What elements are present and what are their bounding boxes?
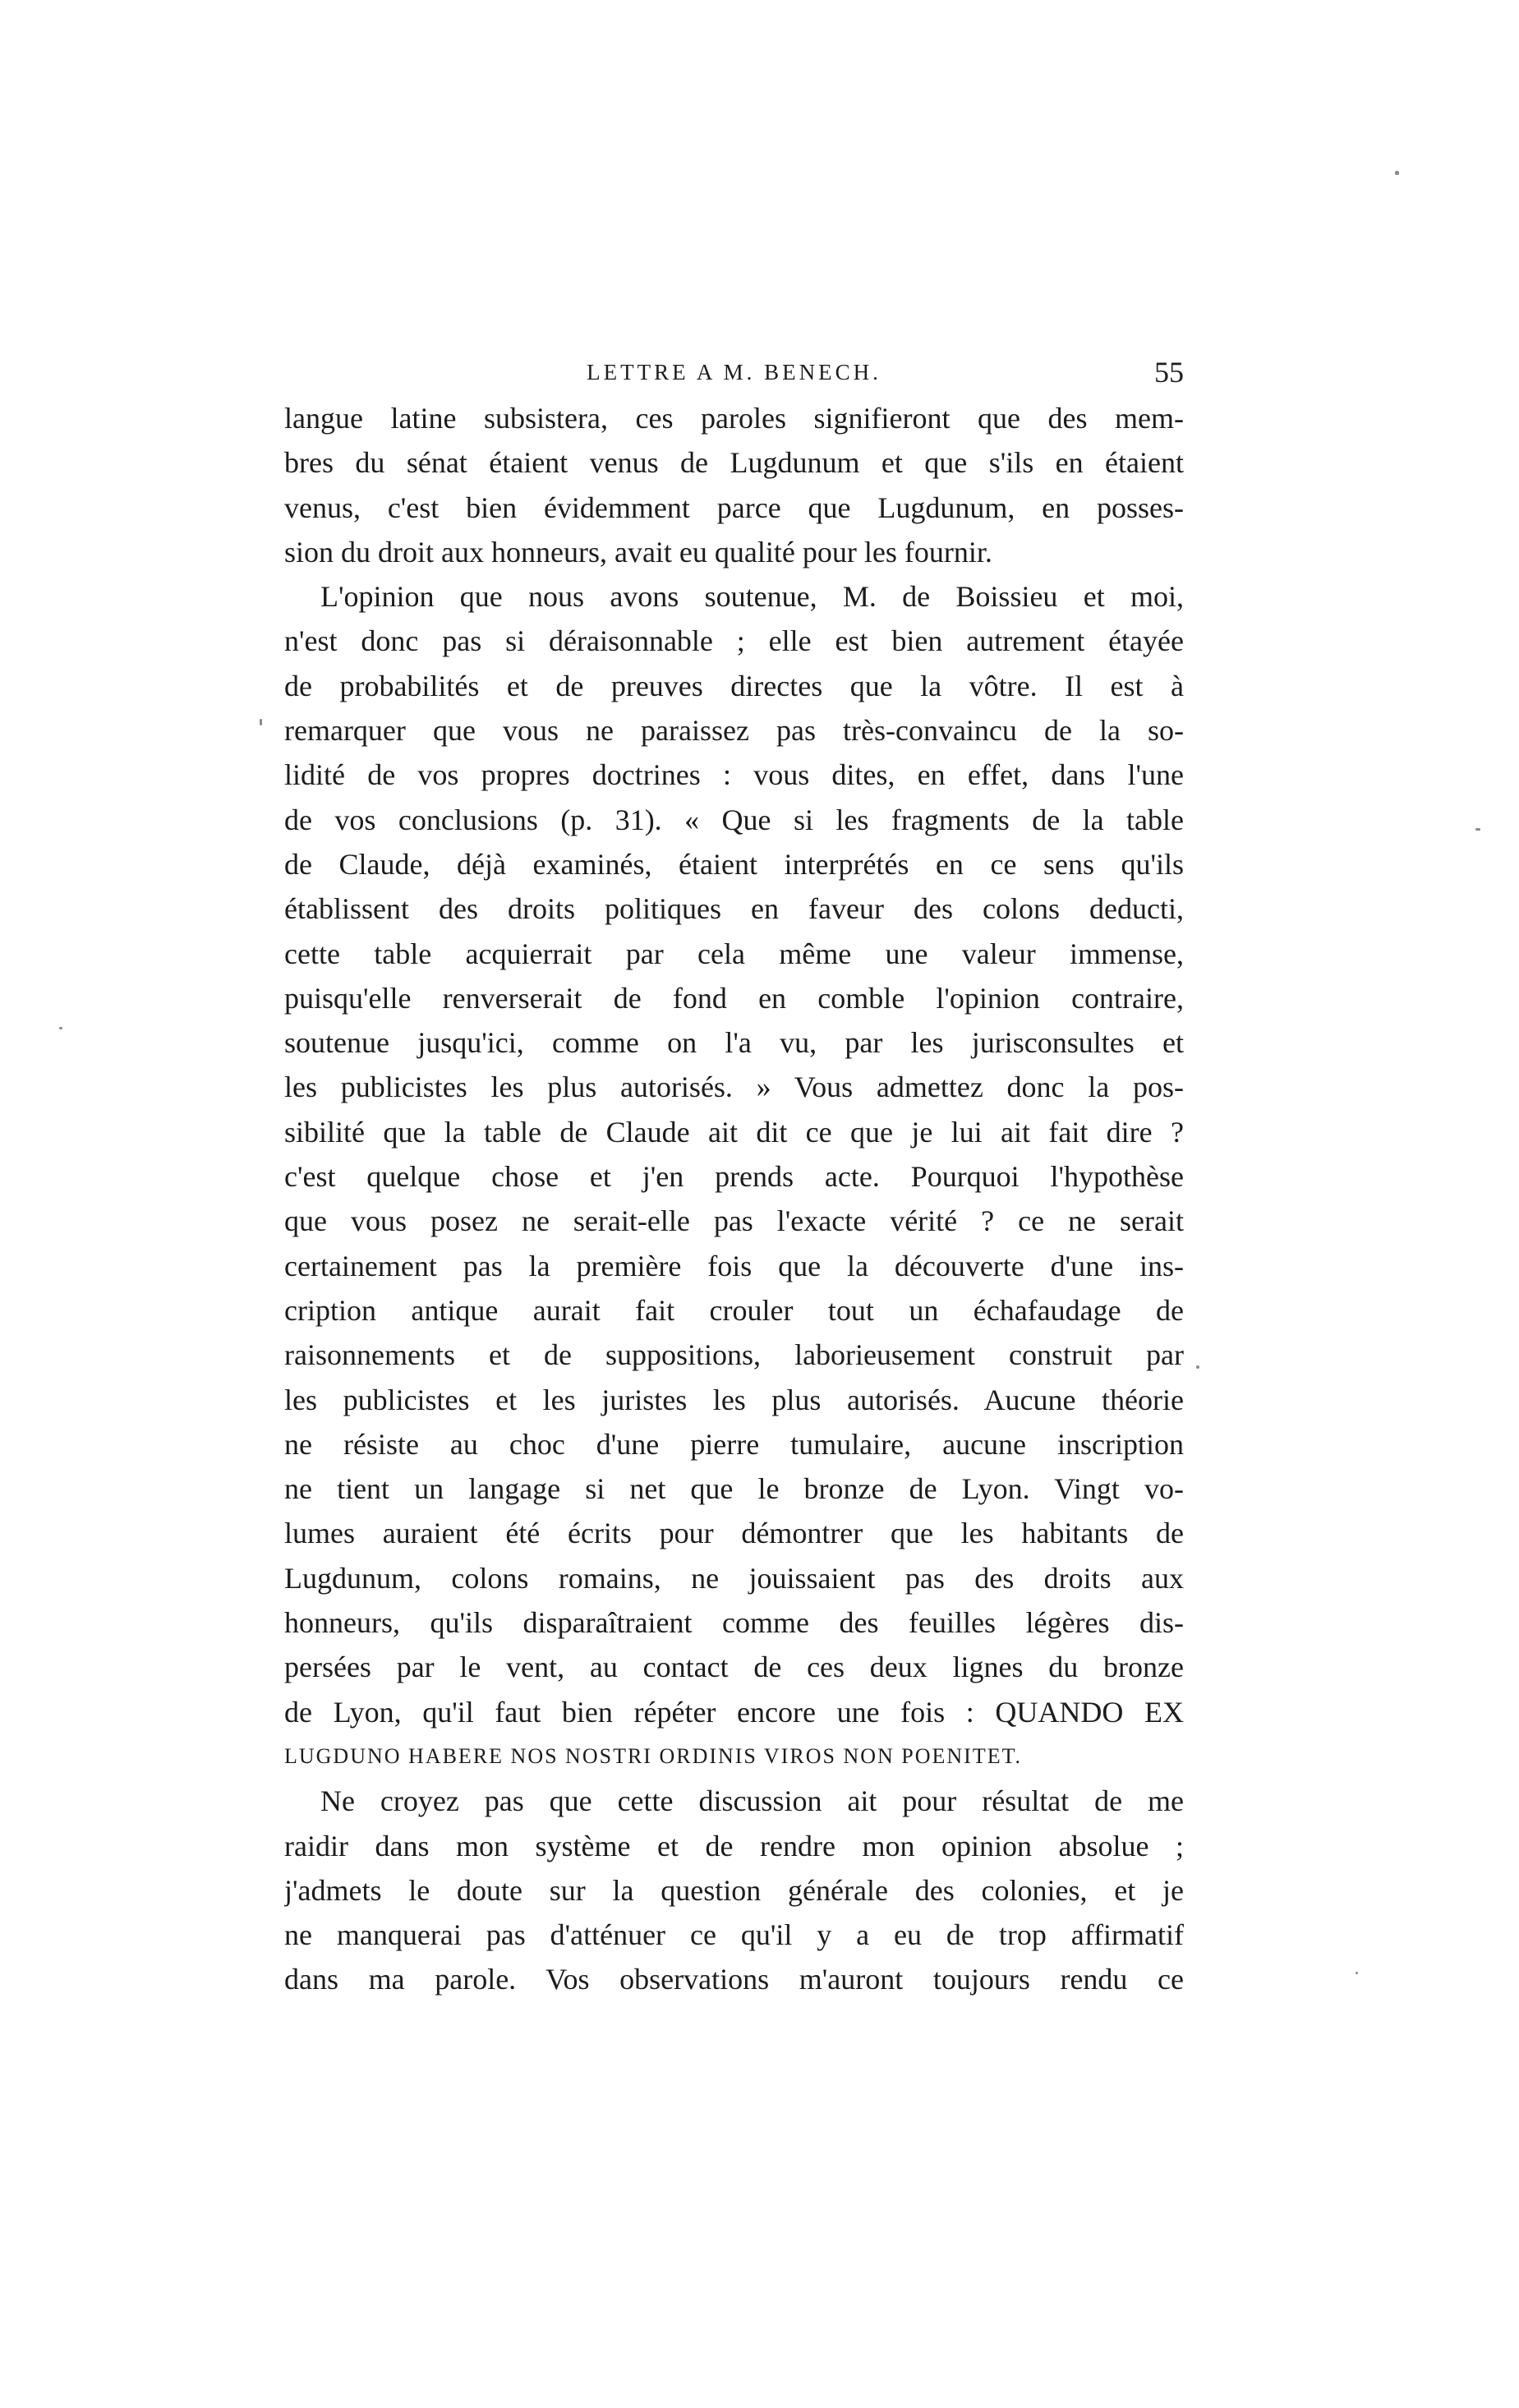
text-line: raidir dans mon système et de rendre mon opinion absolue ; xyxy=(284,1829,1184,1862)
text-line: c'est quelque chose et j'en prends acte. Pourquoi l'hypothèse xyxy=(284,1160,1184,1194)
page-header xyxy=(284,352,1184,393)
text-line: venus, c'est bien évidemment parce que Lugdunum, en posses- xyxy=(284,490,1184,524)
scan-speck xyxy=(1475,828,1480,831)
text-line: de probabilités et de preuves directes que la vôtre. Il est à xyxy=(284,669,1184,702)
text-line: certainement pas la première fois que la découverte d'une ins- xyxy=(284,1249,1184,1282)
text-line: puisqu'elle renverserait de fond en comble l'opinion contraire, xyxy=(284,981,1184,1015)
text-line: lumes auraient été écrits pour démontrer que les habitants de xyxy=(284,1517,1184,1550)
text-line: sion du droit aux honneurs, avait eu qualité pour les fournir. xyxy=(284,535,992,569)
text-line: cription antique aurait fait crouler tout un échafaudage de xyxy=(284,1293,1184,1327)
text-line: remarquer que vous ne paraissez pas très-convaincu de la so- xyxy=(284,714,1184,748)
text-line: sibilité que la table de Claude ait dit ce que je lui ait fait dire ? xyxy=(284,1115,1184,1149)
text-line: les publicistes les plus autorisés. » Vous admettez donc la pos- xyxy=(284,1070,1184,1104)
text-line: soutenue jusqu'ici, comme on l'a vu, par les jurisconsultes et xyxy=(284,1026,1184,1060)
text-line: langue latine subsistera, ces paroles signifieront que des mem- xyxy=(284,402,1184,435)
scan-speck xyxy=(1356,1972,1358,1974)
text-line: L'opinion que nous avons soutenue, M. de Boissieu et moi, xyxy=(320,580,1184,614)
text-line: honneurs, qu'ils disparaîtraient comme des feuilles légères dis- xyxy=(284,1606,1184,1640)
page-number: 55 xyxy=(1154,356,1184,389)
text-line: persées par le vent, au contact de ces deux lignes du bronze xyxy=(284,1651,1184,1684)
text-line: cette table acquierrait par cela même une valeur immense, xyxy=(284,937,1184,970)
text-line: LUGDUNO HABERE NOS NOSTRI ORDINIS VIROS NON POENITET. xyxy=(284,1743,1023,1768)
text-line: ne manquerai pas d'atténuer ce qu'il y a eu de trop affirmatif xyxy=(284,1918,1184,1952)
text-line: que vous posez ne serait-elle pas l'exacte vérité ? ce ne serait xyxy=(284,1204,1184,1238)
running-title: LETTRE A M. BENECH. xyxy=(587,360,881,384)
text-line: n'est donc pas si déraisonnable ; elle est bien autrement étayée xyxy=(284,624,1184,658)
text-line: de Lyon, qu'il faut bien répéter encore une fois : QUANDO EX xyxy=(284,1695,1184,1729)
text-line: lidité de vos propres doctrines : vous dites, en effet, dans l'une xyxy=(284,758,1184,792)
text-line: de Claude, déjà examinés, étaient interprétés en ce sens qu'ils xyxy=(284,847,1184,881)
scan-speck xyxy=(59,1027,62,1029)
text-line: j'admets le doute sur la question générale des colonies, et je xyxy=(284,1873,1184,1907)
text-line: les publicistes et les juristes les plus autorisés. Aucune théorie xyxy=(284,1383,1184,1416)
text-line: Ne croyez pas que cette discussion ait pour résultat de me xyxy=(320,1784,1184,1818)
text-line: raisonnements et de suppositions, laborieusement construit par xyxy=(284,1338,1184,1372)
scan-speck xyxy=(1395,171,1399,175)
text-line: de vos conclusions (p. 31). « Que si les fragments de la table xyxy=(284,803,1184,836)
text-line: Lugdunum, colons romains, ne jouissaient pas des droits aux xyxy=(284,1561,1184,1595)
text-line: dans ma parole. Vos observations m'auront toujours rendu ce xyxy=(284,1963,1184,1996)
text-line: ne résiste au choc d'une pierre tumulaire, aucune inscription xyxy=(284,1427,1184,1461)
text-line: établissent des droits politiques en faveur des colons deducti, xyxy=(284,892,1184,926)
body-text xyxy=(284,396,1184,2002)
text-line: bres du sénat étaient venus de Lugdunum et que s'ils en étaient xyxy=(284,446,1184,480)
text-line: ne tient un langage si net que le bronze de Lyon. Vingt vo- xyxy=(284,1472,1184,1506)
scan-speck xyxy=(1196,1365,1199,1369)
scan-speck xyxy=(260,719,262,725)
